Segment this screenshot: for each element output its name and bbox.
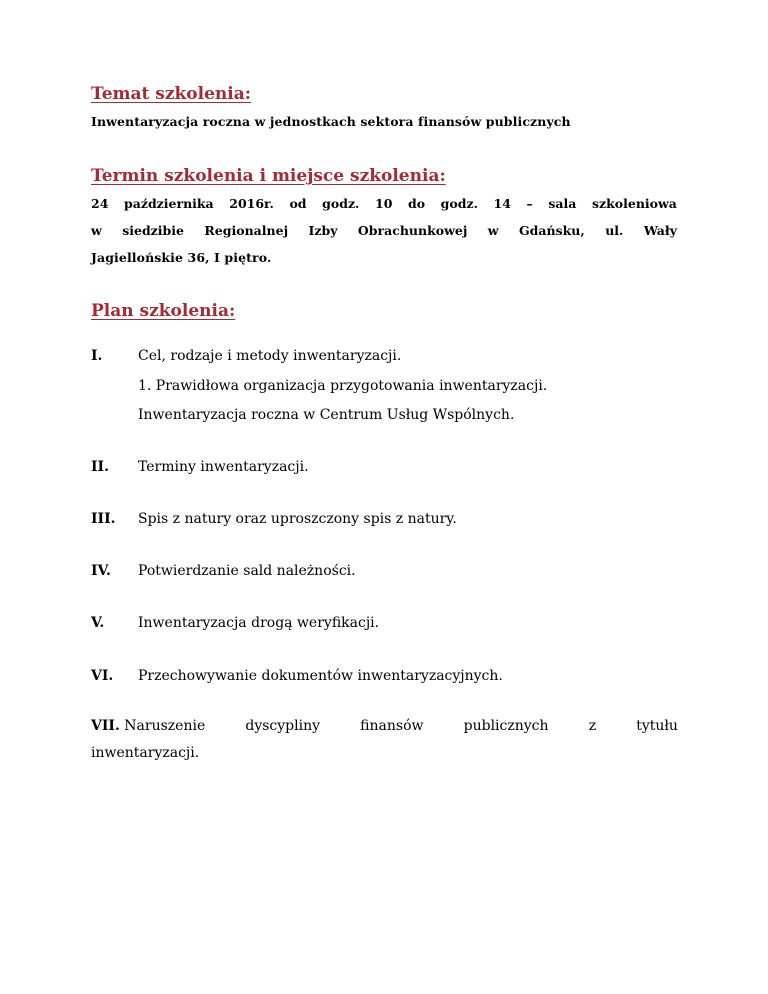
term-word: 24	[91, 196, 109, 211]
term-word: Obrachunkowej	[357, 223, 468, 238]
term-word: godz.	[322, 196, 360, 211]
plan-item-number: I.	[91, 348, 103, 364]
plan-item-text: Potwierdzanie sald należności.	[138, 563, 356, 579]
term-line-2	[91, 223, 677, 238]
term-word: –	[526, 196, 533, 211]
term-word: w	[91, 223, 102, 238]
term-word: sala	[548, 196, 577, 211]
plan-item-word: dyscypliny	[245, 718, 321, 734]
plan-item-word: tytułu	[636, 718, 678, 734]
plan-item-word: publicznych	[463, 718, 549, 734]
term-word: Gdańsku,	[519, 223, 585, 238]
plan-item-7-continuation: inwentaryzacji.	[91, 745, 200, 761]
plan-item-7	[91, 718, 678, 734]
term-word: od	[289, 196, 307, 211]
plan-item-number: VI.	[91, 668, 114, 684]
term-line-1	[91, 196, 677, 211]
term-word: szkoleniowa	[591, 196, 677, 211]
term-word: ul.	[605, 223, 624, 238]
plan-item-word: finansów	[360, 718, 424, 734]
term-word: godz.	[440, 196, 478, 211]
term-word: Wały	[643, 223, 677, 238]
plan-item-1-sub-1: 1. Prawidłowa organizacja przygotowania inwentaryzacji.	[138, 378, 548, 394]
term-word: w	[487, 223, 499, 238]
term-heading: Termin szkolenia i miejsce szkolenia:	[91, 166, 446, 186]
plan-item-number: III.	[91, 511, 116, 527]
plan-item-number: IV.	[91, 563, 111, 579]
plan-item-number: V.	[91, 615, 105, 631]
term-word: do	[408, 196, 426, 211]
term-word: Izby	[308, 223, 338, 238]
term-word: siedzibie	[122, 223, 184, 238]
topic-text: Inwentaryzacja roczna w jednostkach sektora finansów publicznych	[91, 114, 571, 129]
plan-item-text: Inwentaryzacja drogą weryfikacji.	[138, 615, 380, 631]
term-word: 14	[493, 196, 511, 211]
term-word: Regionalnej	[204, 223, 289, 238]
plan-item-7-first	[91, 718, 205, 734]
plan-heading: Plan szkolenia:	[91, 301, 236, 321]
plan-item-text: Cel, rodzaje i metody inwentaryzacji.	[138, 348, 402, 364]
plan-item-text: Spis z natury oraz uproszczony spis z natury.	[138, 511, 457, 527]
term-word: 2016r.	[229, 196, 274, 211]
plan-item-text: Terminy inwentaryzacji.	[138, 459, 309, 475]
plan-item-number: II.	[91, 459, 109, 475]
term-word: października	[124, 196, 214, 211]
plan-item-word: Naruszenie	[124, 718, 206, 734]
plan-item-1-sub-2: Inwentaryzacja roczna w Centrum Usług Wspólnych.	[138, 407, 515, 423]
term-line-3: Jagiellońskie 36, I piętro.	[91, 250, 272, 265]
term-word: 10	[375, 196, 393, 211]
plan-item-text: Przechowywanie dokumentów inwentaryzacyjnych.	[138, 668, 503, 684]
plan-item-word: z	[588, 718, 597, 734]
plan-item-number: VII.	[91, 718, 120, 734]
topic-heading: Temat szkolenia:	[91, 84, 252, 104]
